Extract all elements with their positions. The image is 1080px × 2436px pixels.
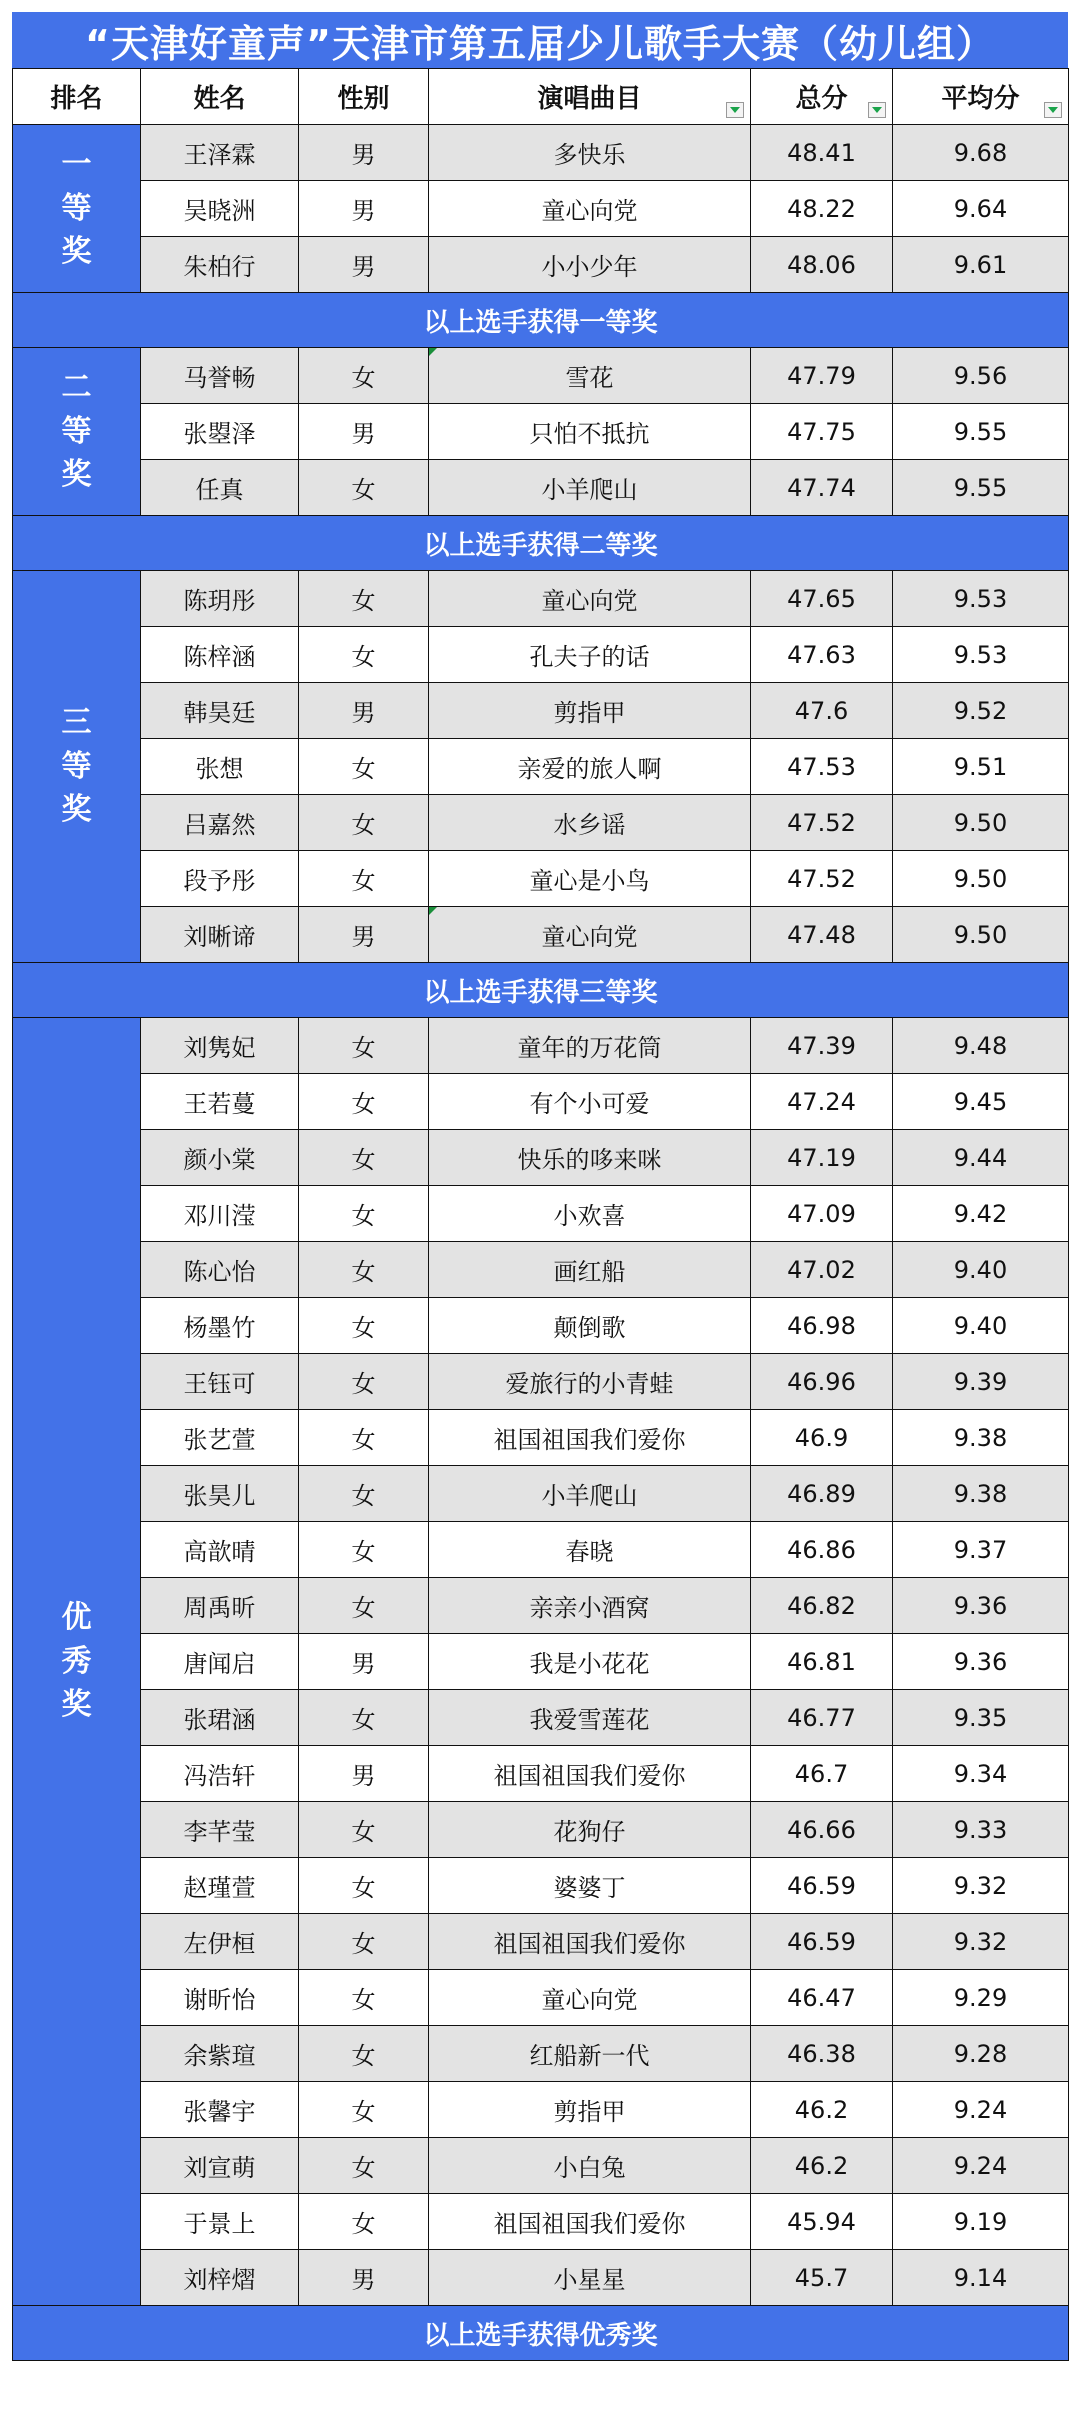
table-row xyxy=(13,181,1069,237)
award-text: 一等奖 xyxy=(61,147,92,270)
song-cell[interactable]: 有个小可爱 xyxy=(429,1074,751,1130)
song-cell[interactable]: 小白兔 xyxy=(429,2138,751,2194)
table-row xyxy=(13,348,1069,404)
group-footer-text: 以上选手获得优秀奖 xyxy=(13,2306,1069,2361)
group-footer-text: 以上选手获得二等奖 xyxy=(13,516,1069,571)
gender-cell[interactable]: 男 xyxy=(299,404,429,460)
table-row xyxy=(13,1354,1069,1410)
name-cell[interactable]: 刘宣萌 xyxy=(141,2138,299,2194)
table-row xyxy=(13,404,1069,460)
song-cell[interactable]: 我爱雪莲花 xyxy=(429,1690,751,1746)
header-total-label: 总分 xyxy=(795,84,848,114)
name-cell[interactable]: 段予彤 xyxy=(141,851,299,907)
gender-cell[interactable]: 女 xyxy=(299,1802,429,1858)
filter-dropdown-icon[interactable] xyxy=(1044,102,1062,118)
table-row xyxy=(13,571,1069,627)
table-row xyxy=(13,1634,1069,1690)
total-score-cell[interactable]: 47.63 xyxy=(751,627,893,683)
award-text: 优秀奖 xyxy=(61,1600,92,1723)
total-score-cell[interactable]: 47.52 xyxy=(751,795,893,851)
table-row xyxy=(13,1298,1069,1354)
table-row xyxy=(13,1970,1069,2026)
song-cell[interactable]: 水乡谣 xyxy=(429,795,751,851)
award-label xyxy=(13,571,141,963)
average-score-cell[interactable]: 9.64 xyxy=(893,181,1069,237)
average-score-cell[interactable]: 9.34 xyxy=(893,1746,1069,1802)
song-cell[interactable]: 画红船 xyxy=(429,1242,751,1298)
group-footer-row xyxy=(13,293,1069,348)
header-gender: 性别 xyxy=(299,69,429,125)
name-cell[interactable]: 刘梓熠 xyxy=(141,2250,299,2306)
name-cell[interactable]: 周禹昕 xyxy=(141,1578,299,1634)
name-cell[interactable]: 王泽霖 xyxy=(141,125,299,181)
name-cell[interactable]: 谢昕怡 xyxy=(141,1970,299,2026)
filter-dropdown-icon[interactable] xyxy=(868,102,886,118)
gender-cell[interactable]: 女 xyxy=(299,1242,429,1298)
name-cell[interactable]: 李芊莹 xyxy=(141,1802,299,1858)
gender-cell[interactable]: 女 xyxy=(299,739,429,795)
gender-cell[interactable]: 男 xyxy=(299,237,429,293)
gender-cell[interactable]: 女 xyxy=(299,1858,429,1914)
song-cell[interactable]: 红船新一代 xyxy=(429,2026,751,2082)
song-cell[interactable]: 孔夫子的话 xyxy=(429,627,751,683)
average-score-cell[interactable]: 9.38 xyxy=(893,1410,1069,1466)
total-score-cell[interactable]: 46.2 xyxy=(751,2082,893,2138)
total-score-cell[interactable]: 47.79 xyxy=(751,348,893,404)
total-score-cell[interactable]: 47.65 xyxy=(751,571,893,627)
total-score-cell[interactable]: 46.9 xyxy=(751,1410,893,1466)
gender-cell[interactable]: 女 xyxy=(299,1298,429,1354)
gender-cell[interactable]: 女 xyxy=(299,1914,429,1970)
song-cell[interactable]: 童心向党 xyxy=(429,571,751,627)
header-rank: 排名 xyxy=(13,69,141,125)
song-cell[interactable]: 童心是小鸟 xyxy=(429,851,751,907)
average-score-cell[interactable]: 9.56 xyxy=(893,348,1069,404)
table-row xyxy=(13,2250,1069,2306)
table-row xyxy=(13,1802,1069,1858)
gender-cell[interactable]: 女 xyxy=(299,2194,429,2250)
gender-cell[interactable]: 男 xyxy=(299,1634,429,1690)
gender-cell[interactable]: 女 xyxy=(299,571,429,627)
gender-cell[interactable]: 男 xyxy=(299,125,429,181)
table-row xyxy=(13,1690,1069,1746)
table-body xyxy=(13,125,1069,2361)
song-cell[interactable]: 花狗仔 xyxy=(429,1802,751,1858)
song-cell[interactable]: 剪指甲 xyxy=(429,683,751,739)
average-score-cell[interactable]: 9.39 xyxy=(893,1354,1069,1410)
song-cell[interactable]: 小欢喜 xyxy=(429,1186,751,1242)
average-score-cell[interactable]: 9.40 xyxy=(893,1298,1069,1354)
average-score-cell[interactable]: 9.36 xyxy=(893,1634,1069,1690)
song-cell[interactable]: 我是小花花 xyxy=(429,1634,751,1690)
name-cell[interactable]: 朱柏行 xyxy=(141,237,299,293)
name-cell[interactable]: 张想 xyxy=(141,739,299,795)
gender-cell[interactable]: 女 xyxy=(299,795,429,851)
award-text: 二等奖 xyxy=(61,370,92,493)
total-score-cell[interactable]: 46.86 xyxy=(751,1522,893,1578)
average-score-cell[interactable]: 9.68 xyxy=(893,125,1069,181)
name-cell[interactable]: 颜小棠 xyxy=(141,1130,299,1186)
total-score-cell[interactable]: 47.24 xyxy=(751,1074,893,1130)
total-score-cell[interactable]: 47.52 xyxy=(751,851,893,907)
table-row xyxy=(13,739,1069,795)
gender-cell[interactable]: 女 xyxy=(299,2082,429,2138)
table-row xyxy=(13,795,1069,851)
total-score-cell[interactable]: 46.38 xyxy=(751,2026,893,2082)
song-cell[interactable]: 颠倒歌 xyxy=(429,1298,751,1354)
name-cell[interactable]: 张艺萱 xyxy=(141,1410,299,1466)
award-label xyxy=(13,1018,141,2306)
song-cell[interactable]: 爱旅行的小青蛙 xyxy=(429,1354,751,1410)
gender-cell[interactable]: 女 xyxy=(299,1578,429,1634)
name-cell[interactable]: 唐闻启 xyxy=(141,1634,299,1690)
song-cell[interactable]: 祖国祖国我们爱你 xyxy=(429,2194,751,2250)
total-score-cell[interactable]: 46.2 xyxy=(751,2138,893,2194)
gender-cell[interactable]: 女 xyxy=(299,851,429,907)
total-score-cell[interactable]: 48.06 xyxy=(751,237,893,293)
average-score-cell[interactable]: 9.55 xyxy=(893,404,1069,460)
song-cell[interactable]: 快乐的哆来咪 xyxy=(429,1130,751,1186)
average-score-cell[interactable]: 9.52 xyxy=(893,683,1069,739)
name-cell[interactable]: 吕嘉然 xyxy=(141,795,299,851)
name-cell[interactable]: 陈梓涵 xyxy=(141,627,299,683)
table-row xyxy=(13,1858,1069,1914)
song-cell[interactable]: 婆婆丁 xyxy=(429,1858,751,1914)
name-cell[interactable]: 余紫瑄 xyxy=(141,2026,299,2082)
gender-cell[interactable]: 女 xyxy=(299,1130,429,1186)
total-score-cell[interactable]: 46.77 xyxy=(751,1690,893,1746)
table-row xyxy=(13,2082,1069,2138)
song-cell[interactable]: 亲爱的旅人啊 xyxy=(429,739,751,795)
header-name: 姓名 xyxy=(141,69,299,125)
song-cell[interactable]: 小星星 xyxy=(429,2250,751,2306)
results-table xyxy=(12,68,1069,2361)
gender-cell[interactable]: 女 xyxy=(299,1522,429,1578)
gender-cell[interactable]: 男 xyxy=(299,2250,429,2306)
average-score-cell[interactable]: 9.19 xyxy=(893,2194,1069,2250)
header-row xyxy=(13,69,1069,125)
total-score-cell[interactable]: 46.59 xyxy=(751,1858,893,1914)
name-cell[interactable]: 冯浩轩 xyxy=(141,1746,299,1802)
gender-cell[interactable]: 女 xyxy=(299,1466,429,1522)
total-score-cell[interactable]: 46.89 xyxy=(751,1466,893,1522)
gender-cell[interactable]: 男 xyxy=(299,1746,429,1802)
total-score-cell[interactable]: 46.98 xyxy=(751,1298,893,1354)
total-score-cell[interactable]: 47.02 xyxy=(751,1242,893,1298)
name-cell[interactable]: 刘晰谛 xyxy=(141,907,299,963)
average-score-cell[interactable]: 9.32 xyxy=(893,1858,1069,1914)
gender-cell[interactable]: 女 xyxy=(299,1354,429,1410)
table-row xyxy=(13,2026,1069,2082)
table-row xyxy=(13,1522,1069,1578)
gender-cell[interactable]: 女 xyxy=(299,2026,429,2082)
average-score-cell[interactable]: 9.24 xyxy=(893,2082,1069,2138)
gender-cell[interactable]: 女 xyxy=(299,1970,429,2026)
table-row xyxy=(13,627,1069,683)
total-score-cell[interactable]: 45.7 xyxy=(751,2250,893,2306)
name-cell[interactable]: 张馨宇 xyxy=(141,2082,299,2138)
average-score-cell[interactable]: 9.50 xyxy=(893,851,1069,907)
average-score-cell[interactable]: 9.53 xyxy=(893,571,1069,627)
gender-cell[interactable]: 男 xyxy=(299,181,429,237)
table-row xyxy=(13,237,1069,293)
table-row xyxy=(13,1242,1069,1298)
total-score-cell[interactable]: 46.96 xyxy=(751,1354,893,1410)
song-cell[interactable]: 童心向党 xyxy=(429,907,751,963)
sheet-title: “天津好童声”天津市第五届少儿歌手大赛（幼儿组） xyxy=(12,12,1068,68)
gender-cell[interactable]: 女 xyxy=(299,1018,429,1074)
name-cell[interactable]: 王钰可 xyxy=(141,1354,299,1410)
song-cell[interactable]: 祖国祖国我们爱你 xyxy=(429,1410,751,1466)
group-footer-row xyxy=(13,2306,1069,2361)
total-score-cell[interactable]: 47.53 xyxy=(751,739,893,795)
average-score-cell[interactable]: 9.61 xyxy=(893,237,1069,293)
song-cell[interactable]: 小羊爬山 xyxy=(429,460,751,516)
filter-dropdown-icon[interactable] xyxy=(726,102,744,118)
award-label xyxy=(13,125,141,293)
table-row xyxy=(13,1018,1069,1074)
average-score-cell[interactable]: 9.50 xyxy=(893,795,1069,851)
header-song-label: 演唱曲目 xyxy=(537,84,642,114)
name-cell[interactable]: 韩昊廷 xyxy=(141,683,299,739)
award-label xyxy=(13,348,141,516)
name-cell[interactable]: 任真 xyxy=(141,460,299,516)
name-cell[interactable]: 杨墨竹 xyxy=(141,1298,299,1354)
total-score-cell[interactable]: 46.59 xyxy=(751,1914,893,1970)
average-score-cell[interactable]: 9.28 xyxy=(893,2026,1069,2082)
header-avg xyxy=(893,69,1069,125)
name-cell[interactable]: 张曌泽 xyxy=(141,404,299,460)
total-score-cell[interactable]: 46.82 xyxy=(751,1578,893,1634)
table-row xyxy=(13,1746,1069,1802)
total-score-cell[interactable]: 47.6 xyxy=(751,683,893,739)
average-score-cell[interactable]: 9.42 xyxy=(893,1186,1069,1242)
table-row xyxy=(13,851,1069,907)
name-cell[interactable]: 吴晓洲 xyxy=(141,181,299,237)
name-cell[interactable]: 马誉畅 xyxy=(141,348,299,404)
name-cell[interactable]: 刘隽妃 xyxy=(141,1018,299,1074)
table-row xyxy=(13,125,1069,181)
total-score-cell[interactable]: 45.94 xyxy=(751,2194,893,2250)
table-row xyxy=(13,460,1069,516)
group-footer-text: 以上选手获得一等奖 xyxy=(13,293,1069,348)
gender-cell[interactable]: 女 xyxy=(299,348,429,404)
gender-cell[interactable]: 男 xyxy=(299,907,429,963)
average-score-cell[interactable]: 9.48 xyxy=(893,1018,1069,1074)
average-score-cell[interactable]: 9.35 xyxy=(893,1690,1069,1746)
total-score-cell[interactable]: 46.7 xyxy=(751,1746,893,1802)
name-cell[interactable]: 王若蔓 xyxy=(141,1074,299,1130)
name-cell[interactable]: 张昊儿 xyxy=(141,1466,299,1522)
average-score-cell[interactable]: 9.50 xyxy=(893,907,1069,963)
total-score-cell[interactable]: 47.39 xyxy=(751,1018,893,1074)
average-score-cell[interactable]: 9.33 xyxy=(893,1802,1069,1858)
total-score-cell[interactable]: 47.19 xyxy=(751,1130,893,1186)
table-row xyxy=(13,1074,1069,1130)
header-avg-label: 平均分 xyxy=(941,84,1020,114)
name-cell[interactable]: 于景上 xyxy=(141,2194,299,2250)
name-cell[interactable]: 邓川滢 xyxy=(141,1186,299,1242)
average-score-cell[interactable]: 9.36 xyxy=(893,1578,1069,1634)
total-score-cell[interactable]: 48.22 xyxy=(751,181,893,237)
total-score-cell[interactable]: 47.74 xyxy=(751,460,893,516)
table-row xyxy=(13,1410,1069,1466)
song-cell[interactable]: 剪指甲 xyxy=(429,2082,751,2138)
table-row xyxy=(13,1186,1069,1242)
header-total xyxy=(751,69,893,125)
total-score-cell[interactable]: 47.09 xyxy=(751,1186,893,1242)
song-cell[interactable]: 小小少年 xyxy=(429,237,751,293)
song-cell[interactable]: 祖国祖国我们爱你 xyxy=(429,1746,751,1802)
award-text: 三等奖 xyxy=(61,705,92,828)
group-footer-text: 以上选手获得三等奖 xyxy=(13,963,1069,1018)
gender-cell[interactable]: 女 xyxy=(299,627,429,683)
song-cell[interactable]: 多快乐 xyxy=(429,125,751,181)
total-score-cell[interactable]: 47.48 xyxy=(751,907,893,963)
gender-cell[interactable]: 女 xyxy=(299,1186,429,1242)
average-score-cell[interactable]: 9.37 xyxy=(893,1522,1069,1578)
average-score-cell[interactable]: 9.24 xyxy=(893,2138,1069,2194)
song-cell[interactable]: 亲亲小酒窝 xyxy=(429,1578,751,1634)
table-row xyxy=(13,1914,1069,1970)
total-score-cell[interactable]: 46.66 xyxy=(751,1802,893,1858)
total-score-cell[interactable]: 46.81 xyxy=(751,1634,893,1690)
name-cell[interactable]: 张珺涵 xyxy=(141,1690,299,1746)
gender-cell[interactable]: 女 xyxy=(299,1690,429,1746)
song-cell[interactable]: 祖国祖国我们爱你 xyxy=(429,1914,751,1970)
average-score-cell[interactable]: 9.44 xyxy=(893,1130,1069,1186)
table-row xyxy=(13,683,1069,739)
group-footer-row xyxy=(13,516,1069,571)
song-cell[interactable]: 童年的万花筒 xyxy=(429,1018,751,1074)
average-score-cell[interactable]: 9.53 xyxy=(893,627,1069,683)
total-score-cell[interactable]: 48.41 xyxy=(751,125,893,181)
average-score-cell[interactable]: 9.38 xyxy=(893,1466,1069,1522)
name-cell[interactable]: 赵瑾萱 xyxy=(141,1858,299,1914)
name-cell[interactable]: 高歆晴 xyxy=(141,1522,299,1578)
gender-cell[interactable]: 女 xyxy=(299,1410,429,1466)
name-cell[interactable]: 左伊桓 xyxy=(141,1914,299,1970)
total-score-cell[interactable]: 47.75 xyxy=(751,404,893,460)
gender-cell[interactable]: 女 xyxy=(299,1074,429,1130)
table-row xyxy=(13,2138,1069,2194)
song-cell[interactable]: 童心向党 xyxy=(429,181,751,237)
table-row xyxy=(13,1130,1069,1186)
song-cell[interactable]: 童心向党 xyxy=(429,1970,751,2026)
song-cell[interactable]: 小羊爬山 xyxy=(429,1466,751,1522)
group-footer-row xyxy=(13,963,1069,1018)
name-cell[interactable]: 陈心怡 xyxy=(141,1242,299,1298)
average-score-cell[interactable]: 9.51 xyxy=(893,739,1069,795)
average-score-cell[interactable]: 9.45 xyxy=(893,1074,1069,1130)
table-row xyxy=(13,1578,1069,1634)
gender-cell[interactable]: 男 xyxy=(299,683,429,739)
song-cell[interactable]: 只怕不抵抗 xyxy=(429,404,751,460)
gender-cell[interactable]: 女 xyxy=(299,460,429,516)
total-score-cell[interactable]: 46.47 xyxy=(751,1970,893,2026)
average-score-cell[interactable]: 9.32 xyxy=(893,1914,1069,1970)
table-row xyxy=(13,907,1069,963)
average-score-cell[interactable]: 9.14 xyxy=(893,2250,1069,2306)
song-cell[interactable]: 春晓 xyxy=(429,1522,751,1578)
table-row xyxy=(13,2194,1069,2250)
table-row xyxy=(13,1466,1069,1522)
average-score-cell[interactable]: 9.40 xyxy=(893,1242,1069,1298)
average-score-cell[interactable]: 9.29 xyxy=(893,1970,1069,2026)
header-song xyxy=(429,69,751,125)
gender-cell[interactable]: 女 xyxy=(299,2138,429,2194)
name-cell[interactable]: 陈玥彤 xyxy=(141,571,299,627)
average-score-cell[interactable]: 9.55 xyxy=(893,460,1069,516)
song-cell[interactable]: 雪花 xyxy=(429,348,751,404)
